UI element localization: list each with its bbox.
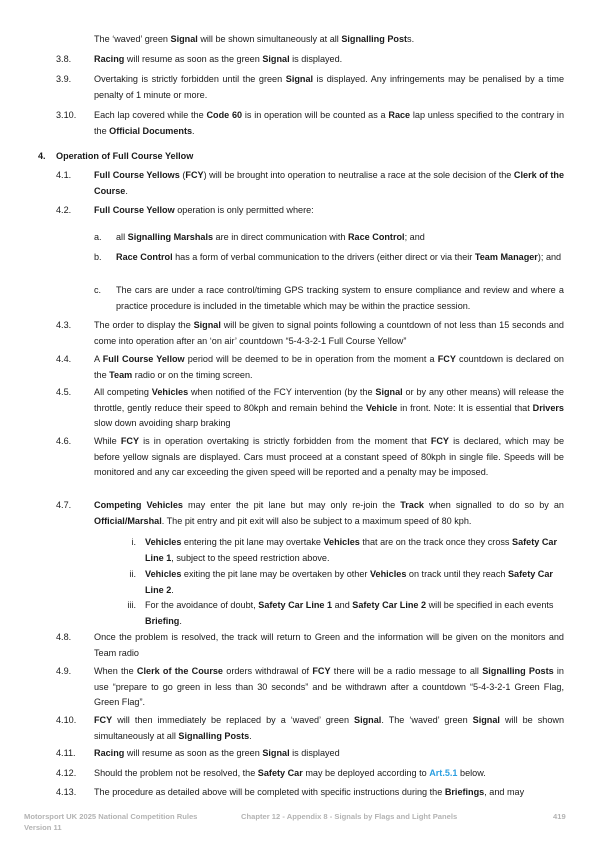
clause-number: 4.11. (56, 748, 76, 758)
sub-clause-b-text: Race Control has a form of verbal communication to the drivers (either direct or via their Team Manager); and (116, 252, 562, 262)
clause-number: 3.10. (56, 110, 77, 120)
clause-4-13-text: The procedure as detailed above will be completed with specific instructions during the Briefings, and may (94, 787, 525, 797)
clause-number: 4.1. (56, 170, 72, 180)
clause-number: 4.4. (56, 354, 72, 364)
clause-4-10-text: FCY will then immediately be replaced by a ‘waved’ green Signal. The ‘waved’ green Signal will be shown simultaneously at all Signalling Posts. (94, 715, 565, 741)
clause-4-7-text: Competing Vehicles may enter the pit lane but may only re-join the Track when signalled to do so by an Official/Marshal. The pit entry and pit exit will also be subject to a maximum speed of 80 kph. (94, 500, 564, 526)
sub-clause-letter: b. (94, 252, 102, 262)
clause-3-8-text: Racing will resume as soon as the green Signal is displayed. (94, 54, 343, 64)
footer-version: Version 11 (24, 823, 62, 832)
roman-numeral: ii. (129, 569, 136, 579)
sub-clause-i-text: Vehicles entering the pit lane may overtake Vehicles that are on the track once they cross Safety Car Line 1, subject to the speed restriction above. (145, 537, 558, 563)
footer-rules-title: Motorsport UK 2025 National Competition Rules (24, 812, 198, 821)
footer-page-number: 419 (553, 812, 566, 821)
sub-clause-ii-text: Vehicles exiting the pit lane may be overtaken by other Vehicles on track until they reach Safety Car Line 2. (145, 569, 553, 595)
paragraph-continuation: The ‘waved’ green Signal will be shown simultaneously at all Signalling Posts. (94, 34, 415, 44)
clause-number: 4.7. (56, 500, 72, 510)
clause-4-2-text: Full Course Yellow operation is only permitted where: (94, 205, 314, 215)
sub-clause-letter: a. (94, 232, 102, 242)
clause-number: 4.9. (56, 666, 72, 676)
clause-4-5-text: All competing Vehicles when notified of the FCY intervention (by the Signal or by any other means) will release the throttle, gently reduce their speed to 80kph and remain behind the Vehicle in front. Note: It is essential that Drivers slow down avoiding sharp braking (94, 387, 564, 428)
roman-numeral: iii. (127, 600, 136, 610)
clause-3-9-text: Overtaking is strictly forbidden until the green Signal is displayed. Any infringements may be penalised by a time penalty of 1 minute or more. (94, 74, 565, 100)
footer-chapter: Chapter 12 - Appendix 8 - Signals by Flags and Light Panels (241, 812, 458, 821)
clause-4-1-text: Full Course Yellows (FCY) will be brought into operation to neutralise a race at the sole decision of the Clerk of the Course. (94, 170, 565, 196)
clause-number: 4.3. (56, 320, 72, 330)
clause-4-12-text: Should the problem not be resolved, the Safety Car may be deployed according to Art.5.1 below. (94, 768, 486, 778)
clause-number: 4.10. (56, 715, 77, 725)
footer-left (24, 811, 197, 833)
clause-3-10-text: Each lap covered while the Code 60 is in operation will be counted as a Race lap unless specified to the contrary in the Official Documents. (94, 110, 564, 136)
clause-4-3-text: The order to display the Signal will be given to signal points following a countdown of not less than 15 seconds and come into operation after an ‘on air’ countdown “5-4-3-2-1 Full Course Yellow” (94, 320, 564, 346)
section-title: Operation of Full Course Yellow (56, 151, 194, 161)
clause-4-11-text: Racing will resume as soon as the green Signal is displayed (94, 748, 340, 758)
clause-number: 4.8. (56, 632, 72, 642)
clause-number: 4.5. (56, 387, 72, 397)
sub-clause-c-text: The cars are under a race control/timing GPS tracking system to ensure compliance and review and where a practice procedure is included in the timetable which may be within the practice session. (116, 285, 564, 311)
clause-number: 4.6. (56, 436, 72, 446)
clause-number: 4.2. (56, 205, 72, 215)
clause-number: 4.12. (56, 768, 77, 778)
clause-number: 4.13. (56, 787, 77, 797)
sub-clause-letter: c. (94, 285, 102, 295)
sub-clause-a-text: all Signalling Marshals are in direct communication with Race Control; and (116, 232, 425, 242)
roman-numeral: i. (131, 537, 136, 547)
clause-number: 3.8. (56, 54, 72, 64)
section-number: 4. (38, 151, 46, 161)
clause-4-9-text: When the Clerk of the Course orders withdrawal of FCY there will be a radio message to all Signalling Posts in use “prepare to go green in less than 30 seconds” and be withdrawn after a countdown “5-4-3-2-1 Green Flag, Green Flag”. (94, 666, 564, 707)
clause-4-8-text: Once the problem is resolved, the track will return to Green and the information will be given on the monitors and Team radio (94, 632, 564, 658)
clause-4-6-text: While FCY is in operation overtaking is strictly forbidden from the moment that FCY is declared, which may be before yellow signals are displayed. Cars must proceed at a constant speed of 80kph in single file. Speeds will be monitored and any car exceeding the given speed will be reported and a penalty may be imposed. (94, 436, 565, 477)
clause-4-4-text: A Full Course Yellow period will be deemed to be in operation from the moment a FCY countdown is declared on the Team radio or on the timing screen. (94, 354, 564, 380)
clause-number: 3.9. (56, 74, 72, 84)
article-link[interactable]: Art.5.1 (429, 768, 458, 778)
sub-clause-iii-text: For the avoidance of doubt, Safety Car Line 1 and Safety Car Line 2 will be specified in each events Briefing. (145, 600, 554, 626)
